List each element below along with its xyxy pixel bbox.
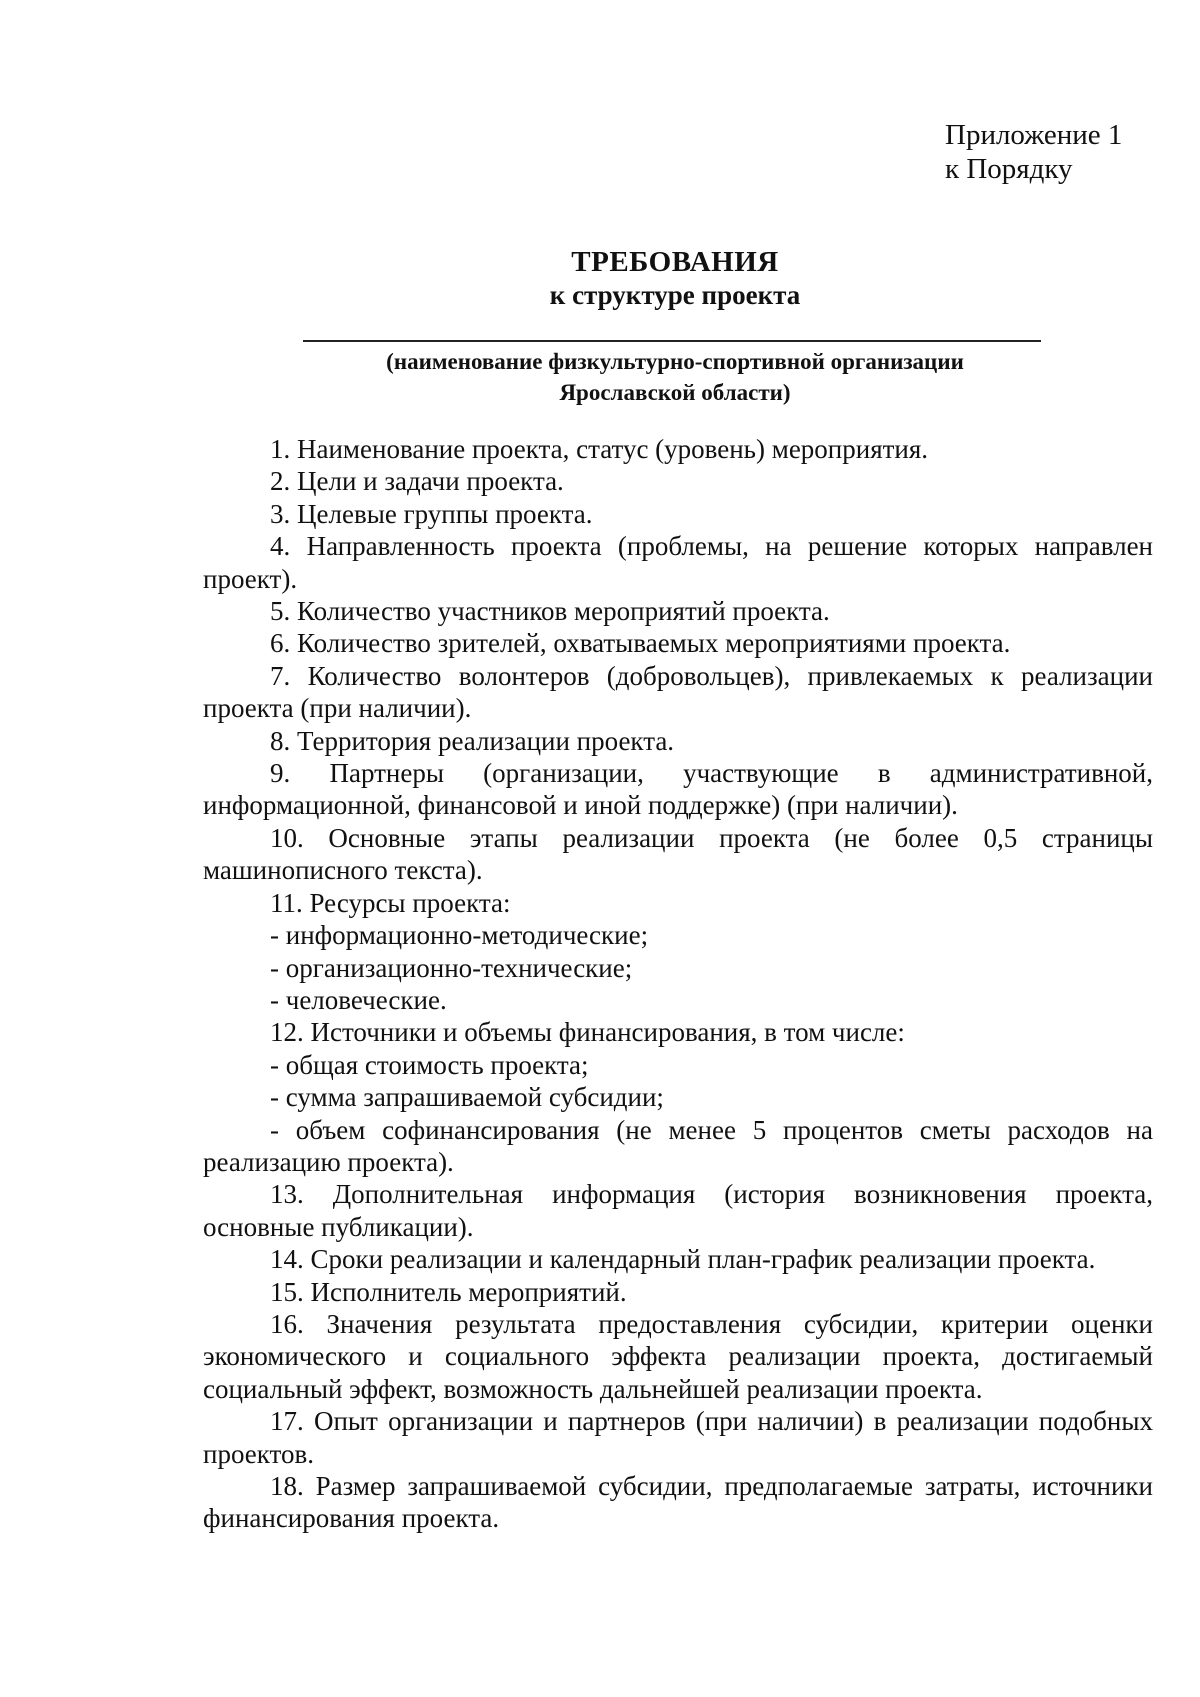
list-item: 14. Сроки реализации и календарный план-график реализации проекта. [270, 1244, 1096, 1275]
list-item: 4. Направленность проекта (проблемы, на решение которых направлен проект). [203, 531, 1153, 594]
list-item: 6. Количество зрителей, охватываемых мероприятиями проекта. [270, 628, 1011, 659]
requirements-list [203, 433, 1153, 1535]
list-item: 3. Целевые группы проекта. [270, 498, 593, 529]
caption-line-1: (наименование физкультурно-спортивной организации [386, 349, 964, 374]
list-item: - сумма запрашиваемой субсидии; [270, 1082, 664, 1113]
list-item: 1. Наименование проекта, статус (уровень) мероприятия. [270, 434, 929, 464]
list-item: 9. Партнеры (организации, участвующие в административной, информационной, финансовой и иной поддержке) (при наличии). [203, 758, 1153, 821]
list-item: 16. Значения результата предоставления субсидии, критерии оценки экономического и социального эффекта реализации проекта, достигаемый социальный эффект, возможность дальнейшей реализации проекта. [203, 1308, 1153, 1404]
list-item: - организационно-технические; [270, 952, 633, 983]
list-item: - человеческие. [270, 984, 447, 1015]
list-item: 2. Цели и задачи проекта. [270, 466, 564, 497]
fill-in-caption [0, 346, 1200, 408]
appendix-line-2: к Порядку [945, 153, 1073, 185]
list-item: 8. Территория реализации проекта. [270, 725, 675, 756]
document-title: ТРЕБОВАНИЯ [571, 246, 779, 278]
fill-in-line [303, 340, 1041, 342]
document-subtitle: к структуре проекта [549, 280, 801, 310]
list-item: 12. Источники и объемы финансирования, в том числе: [270, 1017, 905, 1048]
list-item: 17. Опыт организации и партнеров (при наличии) в реализации подобных проектов. [203, 1406, 1153, 1469]
list-item: 15. Исполнитель мероприятий. [270, 1276, 627, 1307]
document-heading [0, 246, 1200, 312]
list-item: 10. Основные этапы реализации проекта (не более 0,5 страницы машинописного текста). [203, 822, 1153, 886]
appendix-reference [945, 118, 1122, 186]
list-item: 5. Количество участников мероприятий проекта. [270, 596, 830, 627]
list-item: - объем софинансирования (не менее 5 процентов сметы расходов на реализацию проекта). [203, 1114, 1153, 1177]
list-item: - общая стоимость проекта; [270, 1049, 589, 1080]
list-item: 7. Количество волонтеров (добровольцев), привлекаемых к реализации проекта (при наличии). [203, 660, 1153, 724]
list-item: 11. Ресурсы проекта: [270, 887, 511, 918]
list-item: 18. Размер запрашиваемой субсидии, предполагаемые затраты, источники финансирования проекта. [203, 1471, 1153, 1534]
appendix-line-1: Приложение 1 [945, 119, 1123, 151]
list-item: 13. Дополнительная информация (история возникновения проекта, основные публикации). [203, 1179, 1153, 1242]
caption-line-2: Ярославской области) [559, 380, 791, 405]
list-item: - информационно-методические; [270, 920, 649, 951]
